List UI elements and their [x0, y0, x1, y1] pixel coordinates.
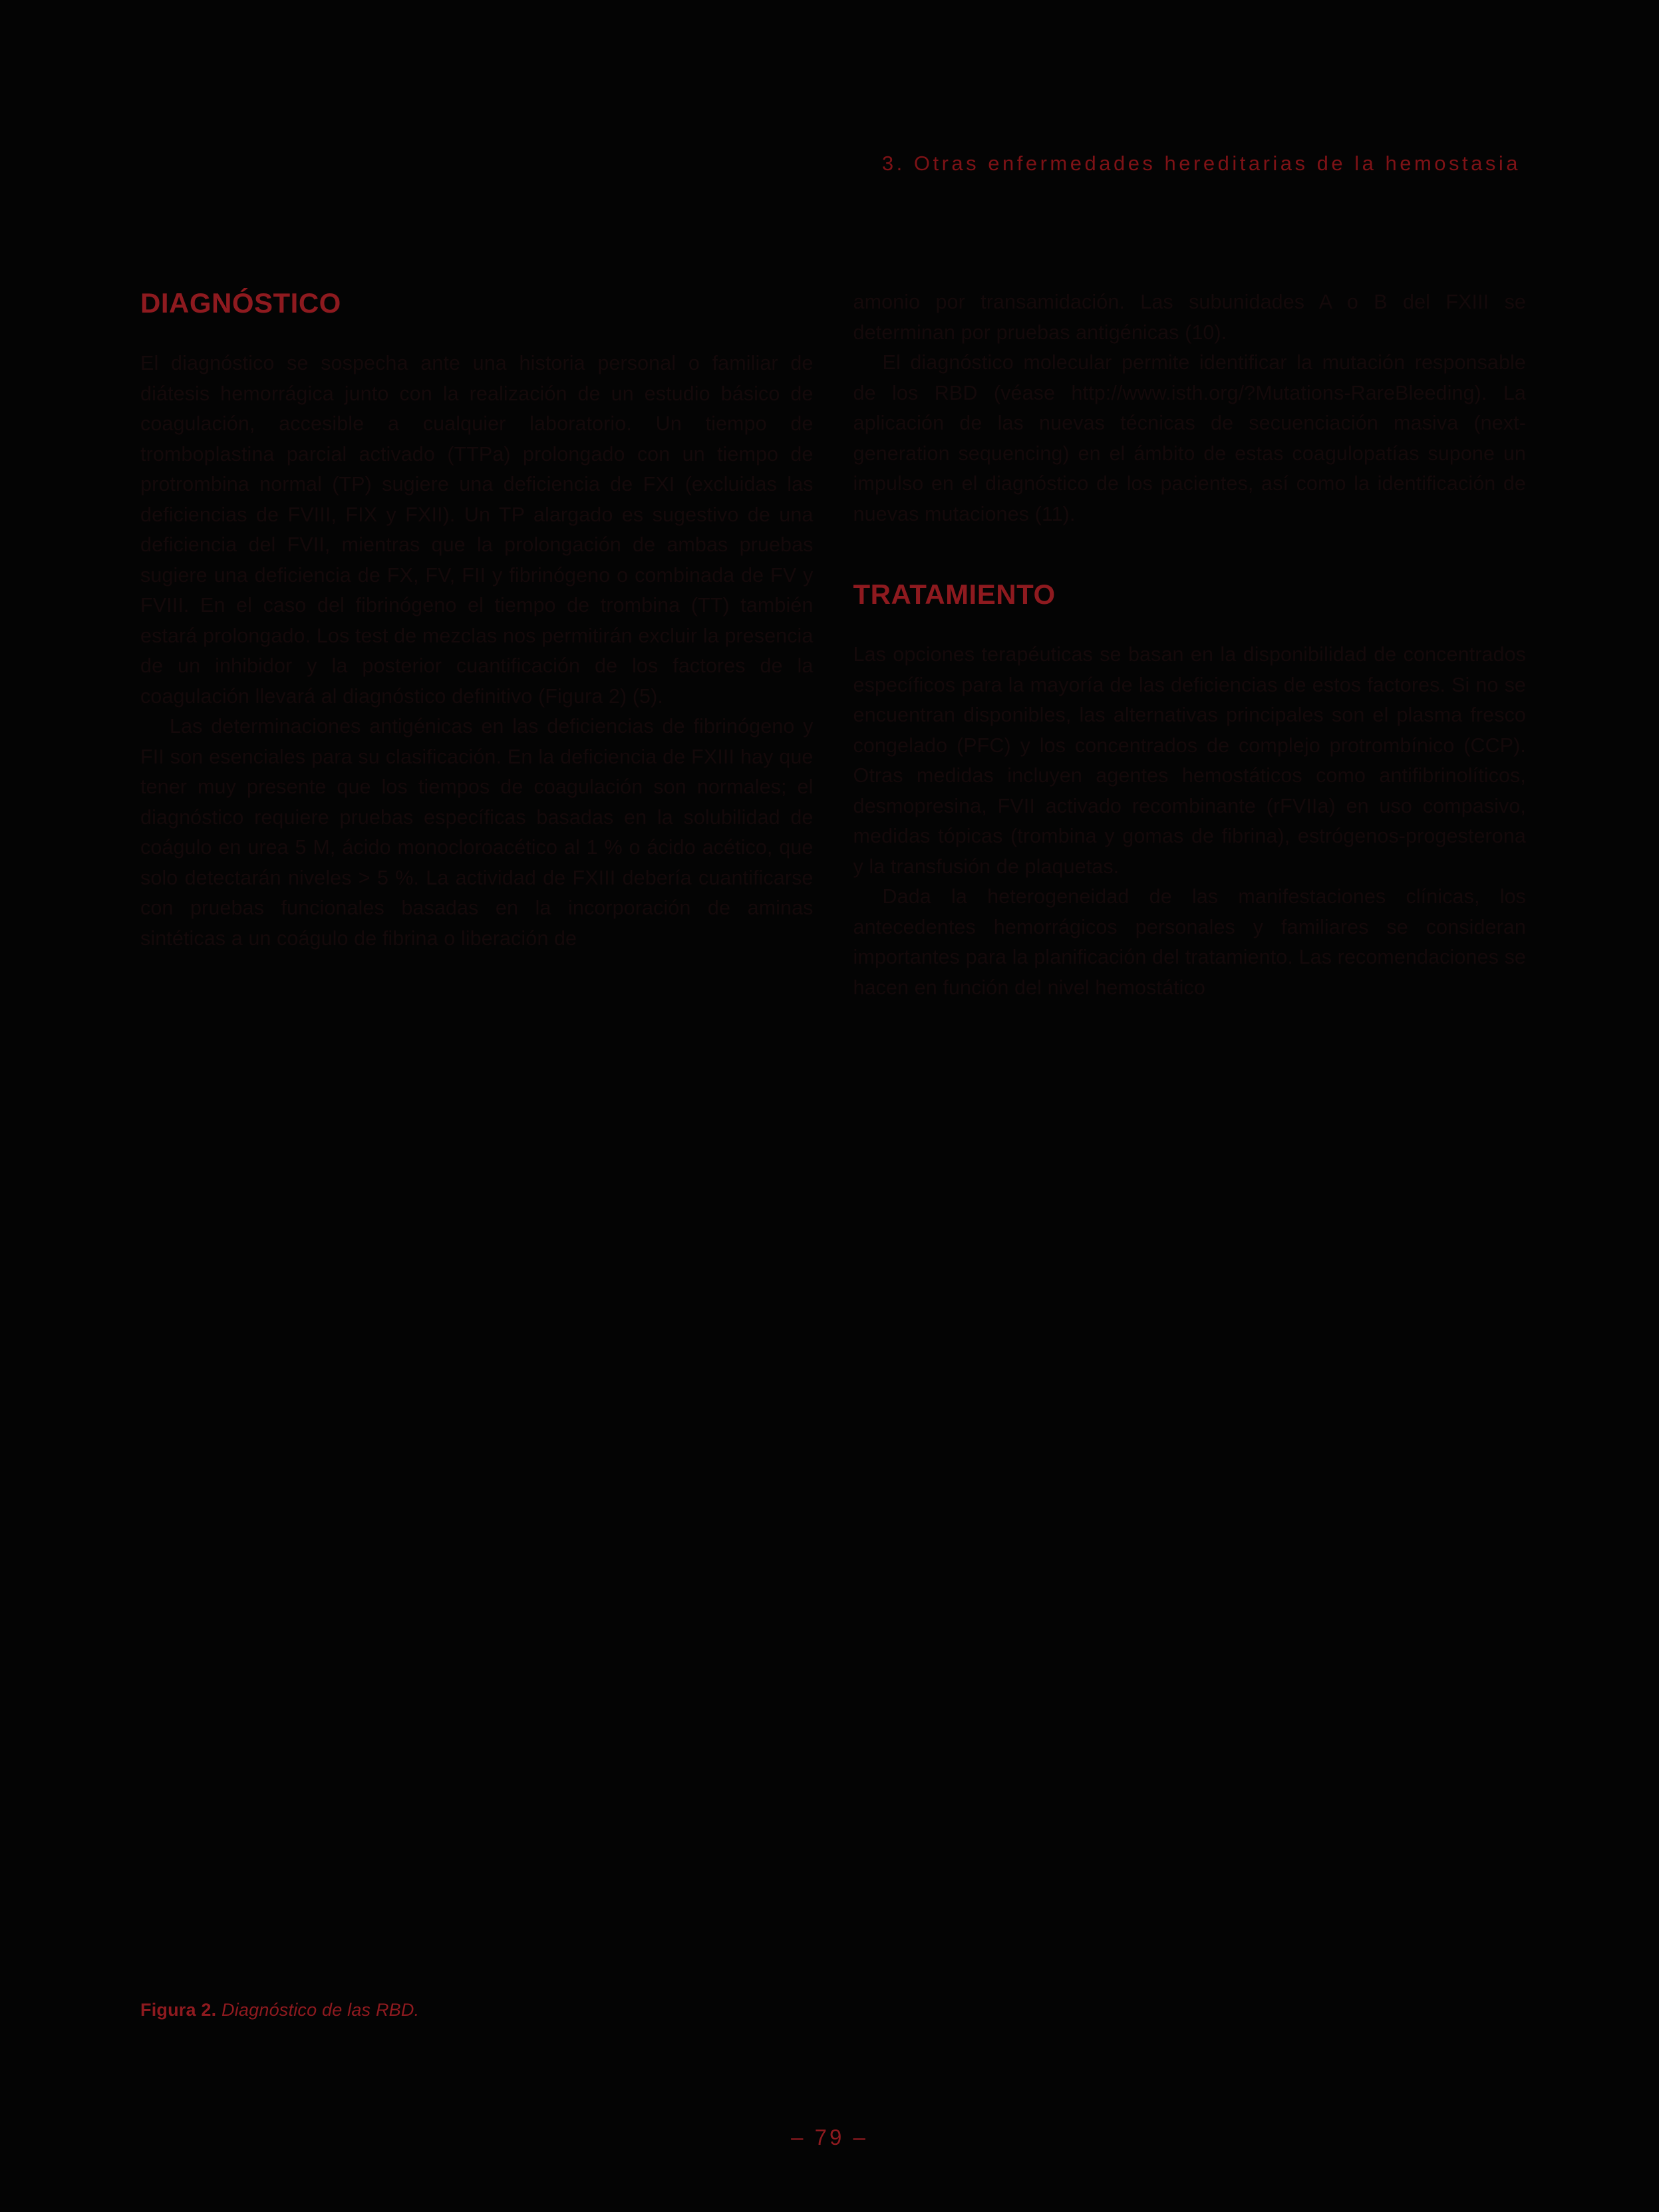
right-column [853, 287, 1527, 1003]
paragraph: Dada la heterogeneidad de las manifestaciones clínicas, los antecedentes hemorrágicos personales y familiares se consideran importantes para la planificación del tratamiento. Las recomendaciones se hacen en función del nivel hemostático [853, 885, 1526, 999]
paragraph: El diagnóstico se sospecha ante una historia personal o familiar de diátesis hemorrágica junto con la realización de un estudio básico de coagulación, accesible a cualquier laboratorio. Un tiempo de tromboplastina parcial activado (TTPa) prolongado con un tiempo de protrombina normal (TP) sugiere una deficiencia de FXI (excluidas las deficiencias de FVIII, FIX y FXII). Un TP alargado es sugestivo de una deficiencia del FVII, mientras que la prolongación de ambas pruebas sugiere una deficiencia de FX, FV, FII y fibrinógeno o combinada de FV y FVIII. En el caso del fibrinógeno el tiempo de trombina (TT) también estará prolongado. Los test de mezclas nos permitirán excluir la presencia de un inhibidor y la posterior cuantificación de los factores de la coagulación llevará al diagnóstico definitivo (Figura 2) (5). [140, 352, 814, 708]
running-head: 3. Otras enfermedades hereditarias de la hemostasia [881, 152, 1521, 175]
figure-caption [140, 2000, 419, 2020]
page-number: – 79 – [791, 2125, 868, 2149]
figure-caption-label: Figura 2. [140, 2000, 217, 2020]
paragraph: Las determinaciones antigénicas en las deficiencias de fibrinógeno y FII son esenciales para su clasificación. En la deficiencia de FXIII hay que tener muy presente que los tiempos de coagulación son normales; el diagnóstico requiere pruebas específicas basadas en la solubilidad de coágulo en urea 5 M, ácido monocloroacético al 1 % o ácido acético, que solo detectarán niveles > 5 %. La actividad de FXIII debería cuantificarse con pruebas funcionales basadas en la incorporación de aminas sintéticas a un coágulo de fibrina o liberación de [140, 715, 814, 950]
paragraph: amonio por transamidación. Las subunidades A o B del FXIII se determinan por pruebas antigénicas (10). [853, 291, 1526, 344]
section-title-tratamiento: TRATAMIENTO [853, 579, 1056, 610]
paragraph: Las opciones terapéuticas se basan en la disponibilidad de concentrados específicos para la mayoría de las deficiencias de estos factores. Si no se encuentran disponibles, las alternativas principales son el plasma fresco congelado (PFC) y los concentrados de complejo protrombínico (CCP). Otras medidas incluyen agentes hemostáticos como antifibrinolíticos, desmopresina, FVII activado recombinante (rFVIIa) en uso compasivo, medidas tópicas (trombina y gomas de fibrina), estrógenos-progesterona y la transfusión de plaquetas. [853, 643, 1526, 878]
section-title-diagnostico: DIAGNÓSTICO [140, 287, 341, 319]
two-column-body [140, 287, 1526, 1003]
figure-caption-title: Diagnóstico de las RBD. [222, 2000, 420, 2020]
paragraph: El diagnóstico molecular permite identificar la mutación responsable de los RBD (véase http://www.isth.org/?Mutations-RareBleeding). La aplicación de las nuevas técnicas de secuenciación masiva (next-generation sequencing) en el ámbito de estas coagulopatías supone un impulso en el diagnóstico de los pacientes, así como la identificación de nuevas mutaciones (11). [853, 351, 1526, 525]
left-column [140, 287, 814, 1003]
column-spacer [853, 529, 1527, 579]
